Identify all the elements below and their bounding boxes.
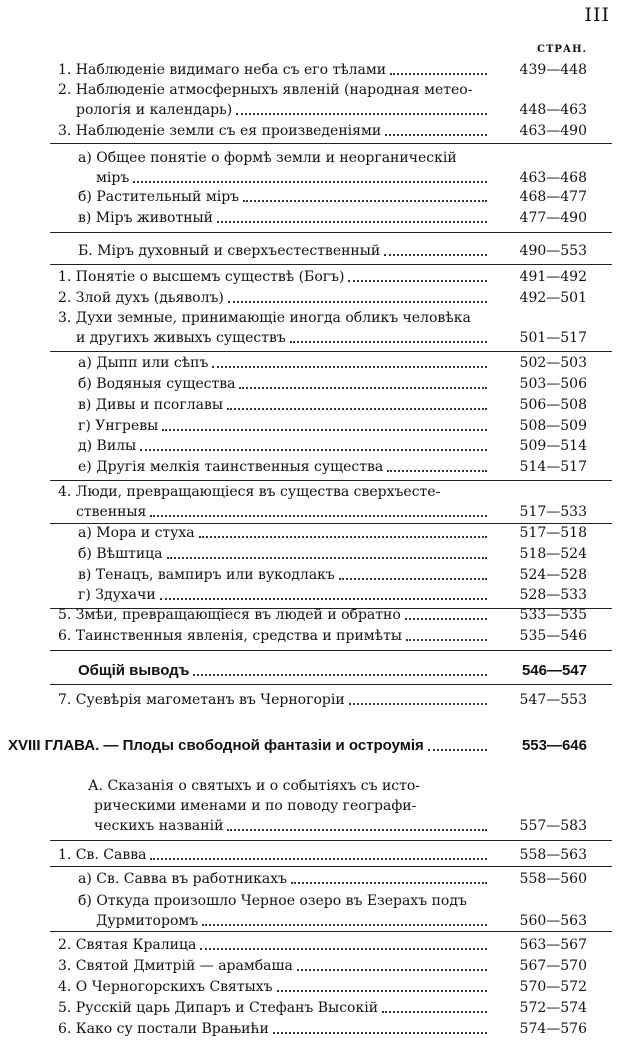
entry-pages: 570—572 — [519, 979, 587, 995]
entry-title: 3. Духи земные, принимающіе иногда обликъ человѣка — [58, 310, 471, 326]
entry-title-cont: и другихъ живыхъ существъ — [76, 330, 286, 346]
entry-title: а) Св. Савва въ работникахъ — [78, 871, 288, 887]
chapter-title: XVIII ГЛАВА. — Плоды свободной фантазіи и остроумія — [8, 737, 424, 754]
dot-leader — [339, 577, 487, 580]
toc-entry — [58, 977, 587, 997]
entry-pages: 563—567 — [519, 937, 587, 953]
divider-line — [50, 232, 612, 233]
divider-line — [50, 351, 612, 352]
dot-leader — [167, 556, 487, 559]
entry-pages: 533—535 — [519, 607, 587, 623]
entry-title: 5. Змѣи, превращающіеся въ людей и обратно — [58, 607, 401, 623]
entry-pages: 574—576 — [519, 1021, 587, 1037]
toc-entry — [78, 891, 587, 931]
toc-entry — [58, 267, 587, 287]
dot-leader — [239, 386, 487, 389]
entry-pages: 528—533 — [519, 587, 587, 603]
entry-title: б) Откуда произошло Черное озеро въ Езерахъ подъ — [78, 893, 467, 909]
divider-line — [50, 840, 612, 841]
entry-pages: 448—463 — [519, 102, 587, 118]
dot-leader — [227, 407, 487, 410]
entry-title: 4. Люди, превращающіеся въ существа сверхъесте- — [58, 484, 441, 500]
toc-entry — [58, 626, 587, 646]
dot-leader — [385, 133, 487, 136]
entry-title: 1. Св. Савва — [58, 847, 147, 863]
entry-title: б) Водяныя существа — [78, 376, 236, 392]
entry-pages: 535—546 — [519, 628, 587, 644]
chapter-heading — [8, 736, 587, 756]
entry-pages: 524—528 — [519, 567, 587, 583]
dot-leader — [349, 702, 487, 705]
entry-title: в) Міръ животный — [78, 210, 213, 226]
entry-title-cont: рологія и календарь) — [76, 102, 233, 118]
entry-title: д) Вилы — [78, 438, 137, 454]
toc-entry — [78, 374, 587, 394]
dot-leader — [405, 617, 487, 620]
entry-pages: 508—509 — [519, 418, 587, 434]
dot-leader — [227, 828, 487, 831]
dot-leader — [160, 597, 487, 600]
toc-entry — [78, 208, 587, 228]
entry-title: г) Здухачи — [78, 587, 156, 603]
entry-pages: 558—563 — [519, 847, 587, 863]
toc-entry — [58, 998, 587, 1018]
entry-pages: 509—514 — [519, 438, 587, 454]
dot-leader — [162, 428, 487, 431]
toc-entry — [78, 416, 587, 436]
entry-pages: 477—490 — [519, 210, 587, 226]
divider-line — [50, 931, 612, 932]
entry-title: е) Другія мелкія таинственныя существа — [78, 459, 384, 475]
toc-entry — [78, 457, 587, 477]
toc-entry — [78, 544, 587, 564]
entry-pages: 547—553 — [519, 692, 587, 708]
dot-leader — [133, 180, 487, 183]
entry-pages: 463—468 — [519, 170, 587, 186]
entry-title: г) Унгревы — [78, 418, 159, 434]
dot-leader — [428, 748, 487, 751]
toc-entry — [58, 308, 587, 348]
entry-pages: 463—490 — [519, 123, 587, 139]
dot-leader — [193, 673, 487, 676]
pages-column-header: СТРАН. — [537, 44, 587, 55]
entry-pages: 517—518 — [519, 525, 587, 541]
toc-entry — [58, 288, 587, 308]
toc-entry — [58, 60, 587, 80]
toc-entry — [58, 482, 587, 522]
divider-line — [50, 684, 612, 685]
dot-leader — [228, 300, 487, 303]
page-number: III — [584, 4, 610, 26]
dot-leader — [390, 72, 487, 75]
entry-pages: 517—533 — [519, 504, 587, 520]
entry-title: а) Общее понятіе о формѣ земли и неорганическій — [78, 150, 457, 166]
toc-entry — [78, 661, 587, 681]
dot-leader — [140, 448, 487, 451]
entry-pages: 557—583 — [519, 818, 587, 834]
toc-entry — [78, 148, 587, 188]
entry-pages: 558—560 — [519, 871, 587, 887]
entry-title: 2. Наблюденіе атмосферныхъ явленій (народная метео- — [58, 82, 473, 98]
toc-entry — [58, 1019, 587, 1039]
entry-title: б) Растительный міръ — [78, 189, 240, 205]
entry-title-cont: міръ — [96, 170, 130, 186]
toc-entry — [78, 353, 587, 373]
dot-leader — [406, 638, 487, 641]
divider-line — [50, 866, 612, 867]
entry-title: 3. Святой Дмитрій — арамбаша — [58, 958, 293, 974]
divider-line — [50, 480, 612, 481]
entry-pages: 490—553 — [519, 243, 587, 259]
dot-leader — [290, 340, 487, 343]
toc-entry — [78, 187, 587, 207]
entry-title: Б. Міръ духовный и сверхъестественный — [78, 243, 381, 259]
divider-line — [50, 143, 612, 144]
entry-pages: 492—501 — [519, 290, 587, 306]
entry-pages: 468—477 — [519, 189, 587, 205]
entry-title: в) Тенацъ, вампиръ или вукодлакъ — [78, 567, 335, 583]
toc-entry — [58, 605, 587, 625]
entry-pages: 553—646 — [521, 737, 587, 754]
entry-pages: 506—508 — [519, 397, 587, 413]
toc-entry — [58, 80, 587, 120]
entry-pages: 572—574 — [519, 1000, 587, 1016]
entry-title: Общій выводъ — [78, 662, 190, 679]
dot-leader — [199, 535, 487, 538]
dot-leader — [212, 365, 487, 368]
toc-entry — [58, 935, 587, 955]
dot-leader — [202, 923, 487, 926]
entry-title: 1. Понятіе о высшемъ существѣ (Богъ) — [58, 269, 345, 285]
entry-pages: 518—524 — [519, 546, 587, 562]
entry-title-cont: Дурмиторомъ — [96, 913, 199, 929]
dot-leader — [291, 881, 487, 884]
entry-title: б) Вѣштица — [78, 546, 163, 562]
toc-entry — [78, 565, 587, 585]
entry-title: 6. Таинственныя явленія, средства и примѣты — [58, 628, 403, 644]
entry-title-cont: ственныя — [76, 504, 147, 520]
toc-entry — [78, 869, 587, 889]
entry-title: а) Мора и стуха — [78, 525, 195, 541]
entry-pages: 503—506 — [519, 376, 587, 392]
entry-title: 1. Наблюденіе видимаго неба съ его тѣлами — [58, 62, 387, 78]
entry-pages: 546—547 — [521, 662, 587, 679]
entry-title: 4. О Черногорскихъ Святыхъ — [58, 979, 273, 995]
entry-pages: 502—503 — [519, 355, 587, 371]
dot-leader — [273, 1031, 487, 1034]
dot-leader — [217, 220, 487, 223]
toc-entry — [78, 585, 587, 605]
entry-pages: 501—517 — [519, 330, 587, 346]
dot-leader — [384, 253, 487, 256]
toc-entry — [58, 956, 587, 976]
dot-leader — [348, 279, 487, 282]
dot-leader — [150, 514, 487, 517]
entry-pages: 491—492 — [519, 269, 587, 285]
dot-leader — [387, 469, 487, 472]
divider-line — [50, 264, 612, 265]
entry-title-cont: ческихъ названій — [94, 818, 224, 834]
entry-title: 2. Святая Кралица — [58, 937, 197, 953]
toc-entry — [58, 845, 587, 865]
entry-title: а) Дыпп или сѣпъ — [78, 355, 209, 371]
toc-entry — [58, 121, 587, 141]
entry-title: 7. Суевѣрія магометанъ въ Черногоріи — [58, 692, 345, 708]
dot-leader — [277, 989, 487, 992]
entry-title: 5. Русскій царь Дипаръ и Стефанъ Высокій — [58, 1000, 379, 1016]
dot-leader — [243, 199, 487, 202]
entry-title: в) Дивы и псоглавы — [78, 397, 223, 413]
dot-leader — [150, 857, 487, 860]
entry-title-cont: рическими именами и по поводу географи- — [94, 798, 417, 814]
toc-entry — [58, 690, 587, 710]
dot-leader — [382, 1010, 487, 1013]
dot-leader — [297, 968, 487, 971]
toc-entry — [78, 241, 587, 261]
toc-entry — [78, 523, 587, 543]
entry-title: 3. Наблюденіе земли съ ея произведеніями — [58, 123, 382, 139]
dot-leader — [236, 112, 487, 115]
toc-entry — [88, 776, 587, 836]
toc-entry — [78, 395, 587, 415]
entry-title: А. Сказанія о святыхъ и о событіяхъ съ исто- — [88, 778, 421, 794]
entry-title: 6. Како су постали Врањићи — [58, 1021, 269, 1037]
divider-line — [50, 650, 612, 651]
entry-title: 2. Злой духъ (дьяволъ) — [58, 290, 224, 306]
entry-pages: 560—563 — [519, 913, 587, 929]
entry-pages: 514—517 — [519, 459, 587, 475]
toc-entry — [78, 436, 587, 456]
entry-pages: 567—570 — [519, 958, 587, 974]
dot-leader — [200, 947, 487, 950]
entry-pages: 439—448 — [519, 62, 587, 78]
